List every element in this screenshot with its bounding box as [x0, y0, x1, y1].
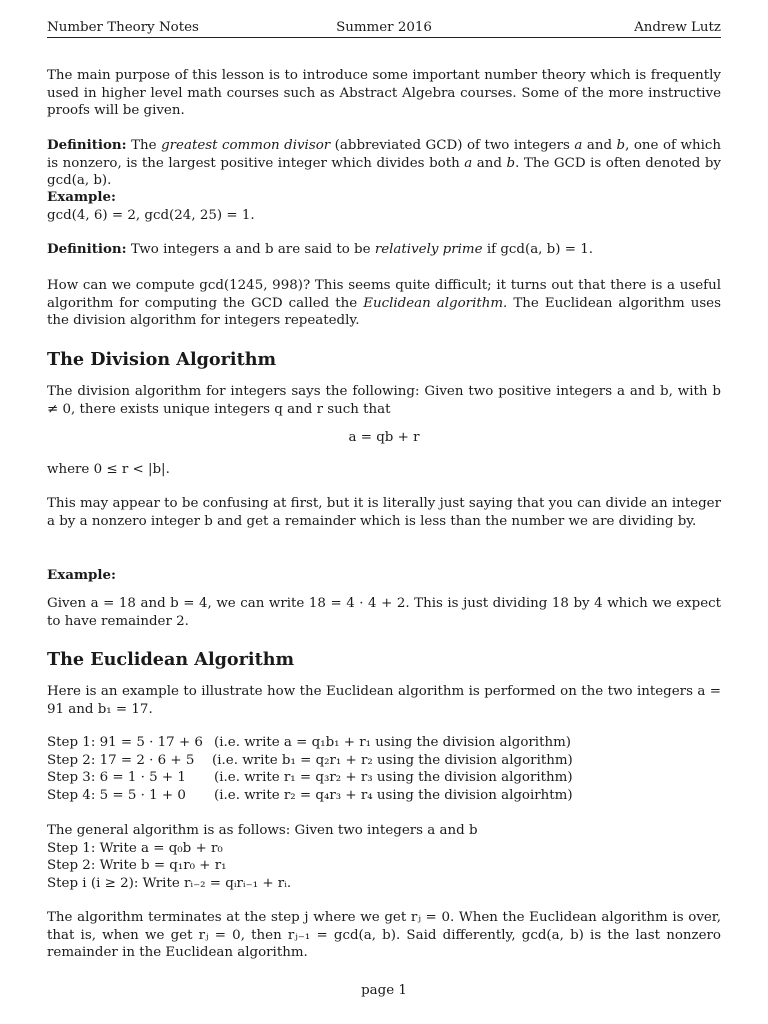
step-row [47, 734, 721, 752]
general-line: The general algorithm is as follows: Given two integers a and b [47, 823, 478, 838]
step-row [47, 769, 721, 787]
euclid-conclusion: The algorithm terminates at the step j where we get rⱼ = 0. When the Euclidean algorithm is over, that is, when we get rⱼ = 0, then rⱼ₋₁ = gcd(a, b). Said differently, gcd(a, b) is the last nonzero remainder in the Euclidean algorithm. [47, 910, 721, 960]
definition-relatively-prime: Definition: Two integers a and b are said to be relatively prime if gcd(a, b) = 1. [47, 241, 593, 257]
heading-division-algorithm: The Division Algorithm [47, 349, 277, 370]
definition-label: Definition: [47, 241, 127, 257]
example-gcd [47, 189, 721, 224]
step-lhs: Step 2: 17 = 2 · 6 + 5 [47, 752, 195, 768]
division-equation: a = qb + r [348, 430, 420, 445]
division-explanation: This may appear to be confusing at first, but it is literally just saying that you can divide an integer a by a nonzero integer b and get a remainder which is less than the number we are dividing by. [47, 496, 721, 529]
step-lhs: Step 3: 6 = 1 · 5 + 1 [47, 770, 186, 785]
step-rhs: (i.e. write r₂ = q₄r₃ + r₄ using the division algoirhtm) [214, 787, 573, 803]
step-row [47, 752, 721, 770]
term-relatively-prime: relatively prime [374, 242, 483, 257]
definition-gcd: Definition: The greatest common divisor (abbreviated GCD) of two integers a and b, one of which is nonzero, is the largest positive integer which divides both a and b. The GCD is often denoted by gcd(a, b). [47, 137, 721, 188]
general-line: Step 1: Write a = q₀b + r₀ [47, 840, 223, 856]
term-euclidean-algorithm: Euclidean algorithm. [363, 295, 508, 311]
definition-label: Definition: [47, 137, 127, 153]
euclid-general-algorithm [47, 822, 721, 892]
page-header [47, 19, 721, 38]
division-where: where 0 ≤ r < |b|. [47, 462, 170, 477]
step-rhs: (i.e. write b₁ = q₂r₁ + r₂ using the division algorithm) [212, 752, 573, 768]
division-example-text: Given a = 18 and b = 4, we can write 18 = 4 · 4 + 2. This is just dividing 18 by 4 which we expect to have remainder 2. [47, 596, 721, 629]
header-left: Number Theory Notes [47, 20, 199, 35]
general-line: Step 2: Write b = q₁r₀ + r₁ [47, 858, 227, 873]
step-lhs: Step 4: 5 = 5 · 1 + 0 [47, 787, 186, 803]
general-line: Step i (i ≥ 2): Write rᵢ₋₂ = qᵢrᵢ₋₁ + rᵢ. [47, 875, 292, 891]
step-rhs: (i.e. write a = q₁b₁ + r₁ using the division algorithm) [214, 735, 571, 750]
division-statement: The division algorithm for integers says the following: Given two positive integers a and b, with b ≠ 0, there exists unique integers q and r such that [47, 384, 721, 417]
example-label-division: Example: [47, 567, 116, 583]
step-lhs: Step 1: 91 = 5 · 17 + 6 [47, 735, 203, 750]
step-rhs: (i.e. write r₁ = q₃r₂ + r₃ using the division algorithm) [214, 770, 573, 785]
term-gcd: greatest common divisor [161, 138, 331, 153]
intro-paragraph: The main purpose of this lesson is to introduce some important number theory which is frequently used in higher level math courses such as Abstract Algebra courses. Some of the more instructive proofs will be given. [47, 68, 721, 118]
page-number: page 1 [361, 983, 407, 998]
header-center: Summer 2016 [336, 20, 432, 35]
question-paragraph: How can we compute gcd(1245, 998)? This seems quite difficult; it turns out that there is a useful algorithm for computing the GCD called the Euclidean algorithm. The Euclidean algorithm uses the division algorithm for integers repeatedly. [47, 278, 721, 328]
euclid-example-steps [47, 734, 721, 804]
euclid-intro: Here is an example to illustrate how the Euclidean algorithm is performed on the two integers a = 91 and b₁ = 17. [47, 684, 721, 717]
heading-euclidean-algorithm: The Euclidean Algorithm [47, 649, 295, 670]
example-label: Example: [47, 189, 116, 205]
example-gcd-text: gcd(4, 6) = 2, gcd(24, 25) = 1. [47, 207, 255, 223]
header-right: Andrew Lutz [634, 20, 721, 35]
step-row [47, 787, 721, 805]
